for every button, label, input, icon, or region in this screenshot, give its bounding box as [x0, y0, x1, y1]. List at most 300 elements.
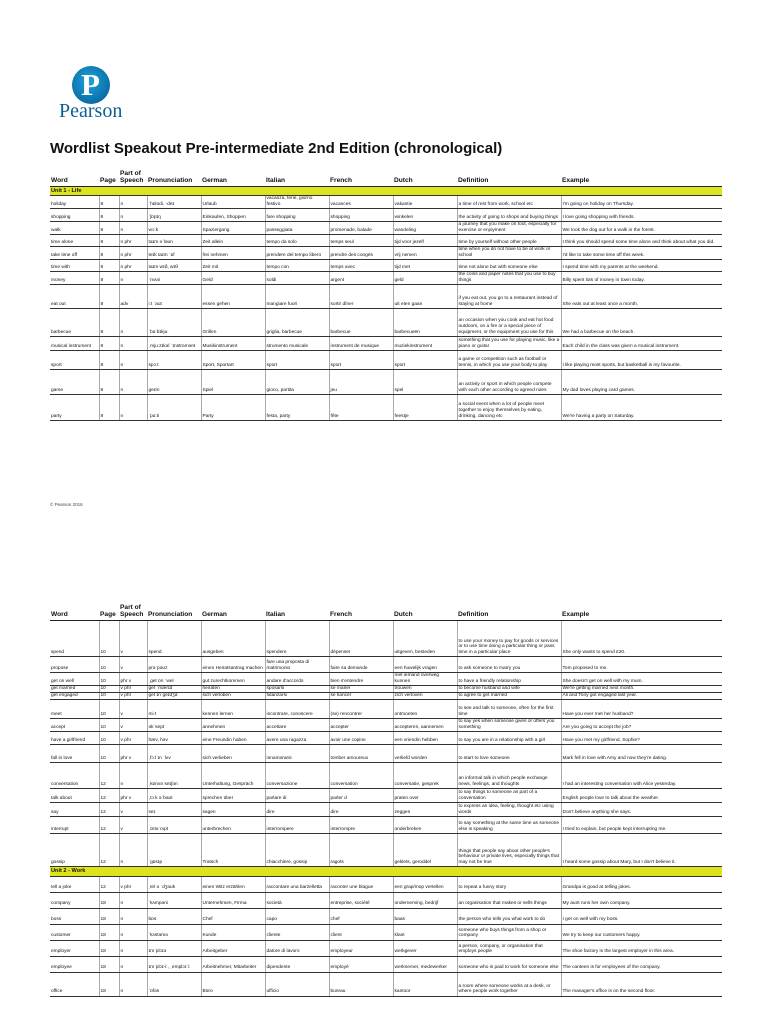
cell-page: 10 [99, 719, 119, 732]
cell-definition: a social event when a lot of people meet together to enjoy themselves by eating, drinking, dancing etc [457, 394, 561, 420]
cell-word: say [50, 803, 99, 817]
cell-example: Are you going to accept the job? [561, 719, 722, 732]
cell-definition: an activity or sport in which people compete with each other according to agreed rules [457, 369, 561, 394]
cell-part-of-speech: phr v [119, 672, 147, 685]
cell-italian: strumento musicale [265, 336, 329, 350]
cell-word: propose [50, 656, 99, 672]
cell-italian: tempo da solo [265, 234, 329, 246]
cell-pronunciation: ɪmˈplɔɪə [147, 940, 201, 956]
cell-definition: an informal talk in which people exchange news, feelings, and thoughts [457, 763, 561, 789]
cell-dutch: kantoor [393, 972, 457, 996]
cell-french: barbecue [329, 308, 393, 336]
table-row [50, 336, 722, 350]
cell-italian: spendere [265, 620, 329, 656]
cell-german: Arbeitnehmer, Mitarbeiter [201, 956, 265, 972]
cell-pronunciation: teɪk taɪm ˈɒf [147, 246, 201, 259]
cell-part-of-speech: n [119, 908, 147, 924]
cell-italian: gioco, partita [265, 369, 329, 394]
cell-page: 10 [99, 745, 119, 763]
table-row [50, 700, 722, 719]
cell-example: Have you met my girlfriend, Sophie? [561, 732, 722, 745]
cell-definition: to start to love someone [457, 745, 561, 763]
cell-french: shopping [329, 209, 393, 222]
table-row [50, 369, 722, 394]
cell-page: 8 [99, 259, 119, 271]
cell-german: Spiel [201, 369, 265, 394]
cell-dutch: een grap/mop vertellen [393, 876, 457, 892]
cell-example: She eats out at least once a month. [561, 284, 722, 308]
cell-italian: chiacchiere, gossip [265, 834, 329, 867]
column-header-definition: Definition [457, 170, 561, 186]
cell-word: talk about [50, 789, 99, 803]
cell-part-of-speech: v [119, 803, 147, 817]
cell-german: frei nehmen [201, 246, 265, 259]
cell-definition: time when you do not have to be at work or school [457, 246, 561, 259]
cell-french: prendre des congés [329, 246, 393, 259]
cell-italian: prendere del tempo libero [265, 246, 329, 259]
cell-definition: a game or competition such as football or tennis, in which you use your body to play [457, 350, 561, 369]
cell-french: interrompre [329, 817, 393, 834]
table-row [50, 222, 722, 235]
cell-part-of-speech: n [119, 892, 147, 908]
cell-french: instrument de musique [329, 336, 393, 350]
cell-page: 8 [99, 308, 119, 336]
cell-french: fête [329, 394, 393, 420]
table-row [50, 656, 722, 672]
cell-definition: the activity of going to shops and buying things [457, 209, 561, 222]
cell-dutch: onderneming, bedrijf [393, 892, 457, 908]
cell-part-of-speech: adv [119, 284, 147, 308]
cell-definition: someone who buys things from a shop or company [457, 924, 561, 940]
cell-german: unterbrechen [201, 817, 265, 834]
cell-german: einen Heiratsantrag machen [201, 656, 265, 672]
cell-italian: datore di lavoro [265, 940, 329, 956]
column-header-part-of-speech: Part of Speech [119, 604, 147, 620]
cell-italian: fidanzarsi [265, 692, 329, 699]
cell-example: I tried to explain, but people kept interrupting me. [561, 817, 722, 834]
cell-italian: raccontare una barzelletta [265, 876, 329, 892]
table-row [50, 284, 722, 308]
column-header-dutch: Dutch [393, 170, 457, 186]
cell-pronunciation: ˈpɑːti [147, 394, 201, 420]
cell-french: employé [329, 956, 393, 972]
table-row [50, 394, 722, 420]
cell-definition: things that people say about other people's behaviour or private lives, especially things that may not be true [457, 834, 561, 867]
cell-word: accept [50, 719, 99, 732]
unit-heading: Unit 1 - Life [50, 186, 722, 196]
cell-example: I'm going on holiday on Thursday. [561, 196, 722, 209]
cell-dutch: ontmoeten [393, 700, 457, 719]
cell-italian: innamorarsi [265, 745, 329, 763]
cell-dutch: winkelen [393, 209, 457, 222]
table-row [50, 692, 722, 699]
cell-dutch: zeggen [393, 803, 457, 817]
cell-french: (se) rencontrer [329, 700, 393, 719]
cell-part-of-speech: v [119, 719, 147, 732]
cell-german: Chef [201, 908, 265, 924]
cell-example: We try to keep our customers happy. [561, 924, 722, 940]
cell-page: 10 [99, 732, 119, 745]
cell-french: chef [329, 908, 393, 924]
cell-word: holiday [50, 196, 99, 209]
cell-part-of-speech: v phr [119, 732, 147, 745]
cell-page: 8 [99, 350, 119, 369]
cell-pronunciation: prəˈpəʊz [147, 656, 201, 672]
cell-word: get engaged [50, 692, 99, 699]
table-row [50, 350, 722, 369]
cell-definition: to say you are in a relationship with a girl [457, 732, 561, 745]
cell-definition: to say something at the same time as someone else is speaking [457, 817, 561, 834]
cell-italian: mangiare fuori [265, 284, 329, 308]
cell-french: vacances [329, 196, 393, 209]
cell-pronunciation: taɪm əˈləʊn [147, 234, 201, 246]
cell-italian: società [265, 892, 329, 908]
cell-dutch: met iemand overweg kunnen [393, 672, 457, 685]
cell-pronunciation: ɪmˈplɔɪ-iː, ˌemplɔɪˈiː [147, 956, 201, 972]
cell-word: walk [50, 222, 99, 235]
cell-page: 12 [99, 876, 119, 892]
cell-example: I heard some gossip about Mary, but I don't believe it. [561, 834, 722, 867]
cell-dutch: geld [393, 271, 457, 284]
cell-french: bureau [329, 972, 393, 996]
cell-example: My aunt runs her own company. [561, 892, 722, 908]
unit-heading-row [50, 867, 722, 877]
copyright-note: © Pearson 2016 [50, 502, 83, 507]
cell-dutch: barbecueën [393, 308, 457, 336]
cell-italian: conversazione [265, 763, 329, 789]
wordlist-table-2 [50, 604, 722, 997]
cell-example: Each child in the class was given a musical instrument. [561, 336, 722, 350]
cell-definition: to ask someone to marry you [457, 656, 561, 672]
cell-page: 10 [99, 656, 119, 672]
column-header-german: German [201, 170, 265, 186]
cell-definition: to see and talk to someone, often for the first time [457, 700, 561, 719]
cell-page: 10 [99, 692, 119, 699]
cell-french: entreprise, société [329, 892, 393, 908]
cell-dutch: vrij nemen [393, 246, 457, 259]
cell-italian: dire [265, 803, 329, 817]
cell-pronunciation: taɪm wɪð, wɪθ [147, 259, 201, 271]
cell-definition: to have a friendly relationship [457, 672, 561, 685]
cell-definition: a time of rest from work, school etc [457, 196, 561, 209]
table-row [50, 620, 722, 656]
cell-definition: something that you use for playing music, like a piano or guitar [458, 338, 560, 349]
cell-pronunciation: ˌfɔːl ɪn ˈlʌv [147, 745, 201, 763]
cell-example: Tom proposed to me. [561, 656, 722, 672]
cell-word: gossip [50, 834, 99, 867]
cell-german: Urlaub [201, 196, 265, 209]
cell-word: barbecue [50, 308, 99, 336]
cell-part-of-speech: n [119, 222, 147, 235]
cell-example: My dad loves playing card games. [561, 369, 722, 394]
cell-example: Mark fell in love with Amy and now they're dating. [561, 745, 722, 763]
cell-pronunciation: wɔːk [147, 222, 201, 235]
cell-french: conversation [329, 763, 393, 789]
cell-definition: a journey that you make on foot, especially for exercise or enjoyment [457, 222, 561, 235]
cell-french: tomber amoureux [329, 745, 393, 763]
cell-example: We took the dog out for a walk in the forest. [561, 222, 722, 235]
cell-pronunciation: ˈɒfəs [147, 972, 201, 996]
cell-example: I like playing most sports, but basketball is my favourite. [561, 350, 722, 369]
page-title: Wordlist Speakout Pre-intermediate 2nd Edition (chronological) [50, 140, 503, 157]
cell-dutch: geklets, geroddel [393, 834, 457, 867]
unit-heading-row [50, 186, 722, 196]
table-row [50, 209, 722, 222]
column-header-german: German [201, 604, 265, 620]
wordlist-table-1 [50, 170, 722, 421]
cell-example: Billy spent lots of money in town today. [561, 271, 722, 284]
cell-german: sprechen über [201, 789, 265, 803]
cell-page: 8 [99, 246, 119, 259]
cell-part-of-speech: n [119, 834, 147, 867]
cell-dutch: vakantie [393, 196, 457, 209]
cell-word: shopping [50, 209, 99, 222]
cell-page: 8 [99, 284, 119, 308]
column-header-page: Page [99, 604, 119, 620]
cell-pronunciation: ˌtel ə ˈdʒəʊk [147, 876, 201, 892]
cell-german: Musikinstrument [201, 336, 265, 350]
cell-pronunciation: miːt [147, 700, 201, 719]
cell-part-of-speech: n [119, 763, 147, 789]
pearson-logo [48, 66, 138, 124]
cell-page: 10 [99, 620, 119, 656]
cell-german: essen gehen [201, 284, 265, 308]
cell-page: 18 [99, 972, 119, 996]
cell-part-of-speech: v phr [119, 692, 147, 699]
cell-italian: cliente [265, 924, 329, 940]
cell-page: 8 [99, 209, 119, 222]
cell-page: 8 [99, 222, 119, 235]
cell-german: annehmen [201, 719, 265, 732]
cell-dutch: klant [393, 924, 457, 940]
cell-pronunciation: ɡeɪm [147, 369, 201, 394]
cell-german: Zeit mit [201, 259, 265, 271]
cell-italian: interrompere [265, 817, 329, 834]
cell-dutch: conversatie, gesprek [393, 763, 457, 789]
cell-pronunciation: ˌtɔːk əˈbaʊt [147, 789, 201, 803]
cell-example: The manager's office is on the second floor. [561, 972, 722, 996]
table-row [50, 892, 722, 908]
cell-italian: vacanza, ferie, giorno festivo [265, 196, 329, 209]
cell-definition: time by yourself without other people [457, 234, 561, 246]
cell-page: 8 [99, 271, 119, 284]
cell-example: I spend time with my parents at the weekend. [561, 259, 722, 271]
cell-part-of-speech: n [119, 336, 147, 350]
cell-dutch: baas [393, 908, 457, 924]
cell-word: money [50, 271, 99, 284]
table-row [50, 817, 722, 834]
cell-example: We're getting married next month. [561, 685, 722, 692]
cell-word: take time off [50, 246, 99, 259]
cell-page: 12 [99, 763, 119, 789]
cell-italian: dipendente [265, 956, 329, 972]
cell-italian: tempo con [265, 259, 329, 271]
cell-italian: festa, party [265, 394, 329, 420]
column-header-pronunciation: Pronunciation [147, 170, 201, 186]
cell-example: She doesn't get on well with my mum. [561, 672, 722, 685]
cell-pronunciation: ɡet ˈmærɪd [147, 685, 201, 692]
cell-part-of-speech: n [119, 394, 147, 420]
cell-definition: a room where someone works at a desk, or where people work together [457, 972, 561, 996]
cell-word: eat out [50, 284, 99, 308]
cell-part-of-speech: n phr [119, 234, 147, 246]
cell-example: I get on well with my boss. [561, 908, 722, 924]
cell-word: boss [50, 908, 99, 924]
table-header-row [50, 604, 722, 620]
column-header-italian: Italian [265, 604, 329, 620]
table-row [50, 940, 722, 956]
cell-definition: the coins and paper notes that you use to buy things [457, 271, 561, 284]
cell-french: avoir une copine [329, 732, 393, 745]
cell-italian: avere una ragazza [265, 732, 329, 745]
cell-part-of-speech: n [119, 196, 147, 209]
cell-word: meet [50, 700, 99, 719]
cell-word: customer [50, 924, 99, 940]
table-header-row [50, 170, 722, 186]
table-row [50, 908, 722, 924]
cell-part-of-speech: n [119, 271, 147, 284]
cell-german: sagen [201, 803, 265, 817]
cell-french: sport [329, 350, 393, 369]
cell-french: dépenser [329, 620, 393, 656]
cell-french: temps seul [329, 234, 393, 246]
cell-word: game [50, 369, 99, 394]
cell-german: Unterhaltung, Gespräch [201, 763, 265, 789]
cell-french: promenade, balade [329, 222, 393, 235]
cell-word: tell a joke [50, 876, 99, 892]
cell-italian: incontrare, conoscere [265, 700, 329, 719]
cell-definition: a person, company, or organisation that employs people [457, 940, 561, 956]
cell-part-of-speech: phr v [119, 789, 147, 803]
cell-definition: to repeat a funny story [457, 876, 561, 892]
cell-german: einen Witz erzählen [201, 876, 265, 892]
cell-page: 12 [99, 803, 119, 817]
cell-part-of-speech: n phr [119, 246, 147, 259]
column-header-word: Word [50, 604, 99, 620]
cell-pronunciation: ˈɡɒsɪp [147, 834, 201, 867]
cell-page: 10 [99, 700, 119, 719]
cell-pronunciation: əkˈsept [147, 719, 201, 732]
column-header-example: Example [561, 170, 722, 186]
cell-dutch: muziekinstrument [393, 336, 457, 350]
cell-word: musical instrument [50, 336, 99, 350]
cell-italian: soldi [265, 271, 329, 284]
cell-part-of-speech: n [119, 972, 147, 996]
cell-page: 8 [99, 196, 119, 209]
cell-word: conversation [50, 763, 99, 789]
pearson-wordmark: Pearson [59, 100, 123, 122]
cell-german: gut zurechtkommen [201, 672, 265, 685]
cell-page: 12 [99, 834, 119, 867]
table-row [50, 789, 722, 803]
cell-german: Tratsch [201, 834, 265, 867]
cell-definition: an organisation that makes or sells things [457, 892, 561, 908]
cell-pronunciation: ˌɪntəˈrʌpt [147, 817, 201, 834]
cell-dutch: werknemer, medewerker [393, 956, 457, 972]
unit-heading: Unit 2 - Work [50, 867, 722, 877]
cell-german: Zeit allein [201, 234, 265, 246]
table-row [50, 876, 722, 892]
column-header-word: Word [50, 170, 99, 186]
table-row [50, 196, 722, 209]
cell-dutch: praten over [393, 789, 457, 803]
cell-page: 18 [99, 924, 119, 940]
table-row [50, 685, 722, 692]
cell-example: The canteen is for employees of the company. [561, 956, 722, 972]
cell-word: sport [50, 350, 99, 369]
cell-french: raconter une blague [329, 876, 393, 892]
cell-page: 18 [99, 892, 119, 908]
cell-definition: to become husband and wife [457, 685, 561, 692]
cell-part-of-speech: n [119, 940, 147, 956]
cell-german: ausgeben [201, 620, 265, 656]
cell-german: eine Freundin haben [201, 732, 265, 745]
cell-italian: griglia, barbecue [265, 308, 329, 336]
cell-example: I love going shopping with friends. [561, 209, 722, 222]
table-row [50, 956, 722, 972]
cell-word: company [50, 892, 99, 908]
cell-pronunciation: ˈkʌmpəni [147, 892, 201, 908]
table-row [50, 259, 722, 271]
cell-italian: parlare di [265, 789, 329, 803]
cell-definition: time not alone but with someone else [457, 259, 561, 271]
column-header-french: French [329, 170, 393, 186]
cell-example: She only wants to spend £20. [561, 620, 722, 656]
cell-part-of-speech: v [119, 817, 147, 834]
column-header-part-of-speech: Part of Speech [119, 170, 147, 186]
cell-italian: sport [265, 350, 329, 369]
cell-german: Spaziergang [201, 222, 265, 235]
cell-pronunciation: ˈhɒlədi, -deɪ [147, 196, 201, 209]
cell-french: se fiancer [329, 692, 393, 699]
cell-word: get on well [50, 672, 99, 685]
cell-part-of-speech: n [119, 350, 147, 369]
cell-german: Sport, Sportart [201, 350, 265, 369]
column-header-italian: Italian [265, 170, 329, 186]
cell-dutch: werkgever [393, 940, 457, 956]
cell-german: Geld [201, 271, 265, 284]
cell-word: party [50, 394, 99, 420]
table-row [50, 719, 722, 732]
cell-dutch: accepteren, aannemen [393, 719, 457, 732]
cell-german: Arbeitgeber [201, 940, 265, 956]
table-row [50, 745, 722, 763]
cell-definition: to agree to get married [457, 692, 561, 699]
cell-italian: sposarsi [265, 685, 329, 692]
cell-pronunciation: iːt ˈaʊt [147, 284, 201, 308]
cell-word: fall in love [50, 745, 99, 763]
cell-french: accepter [329, 719, 393, 732]
cell-word: employee [50, 956, 99, 972]
cell-dutch: onderbreken [393, 817, 457, 834]
cell-dutch: trouwen [393, 685, 457, 692]
cell-example: Don't believe anything she says. [561, 803, 722, 817]
cell-german: Büro [201, 972, 265, 996]
cell-word: spend [50, 620, 99, 656]
cell-page: 10 [99, 685, 119, 692]
cell-page: 8 [99, 336, 119, 350]
cell-example: We're having a party on Saturday. [561, 394, 722, 420]
cell-dutch: een vriendin hebben [393, 732, 457, 745]
cell-pronunciation: ˈbɑːbɪkjuː [147, 308, 201, 336]
cell-dutch: spel [393, 369, 457, 394]
cell-part-of-speech: n phr [119, 259, 147, 271]
cell-dutch: verliefd worden [393, 745, 457, 763]
cell-french: jeu [329, 369, 393, 394]
cell-pronunciation: seɪ [147, 803, 201, 817]
cell-word: interrupt [50, 817, 99, 834]
cell-part-of-speech: phr v [119, 745, 147, 763]
